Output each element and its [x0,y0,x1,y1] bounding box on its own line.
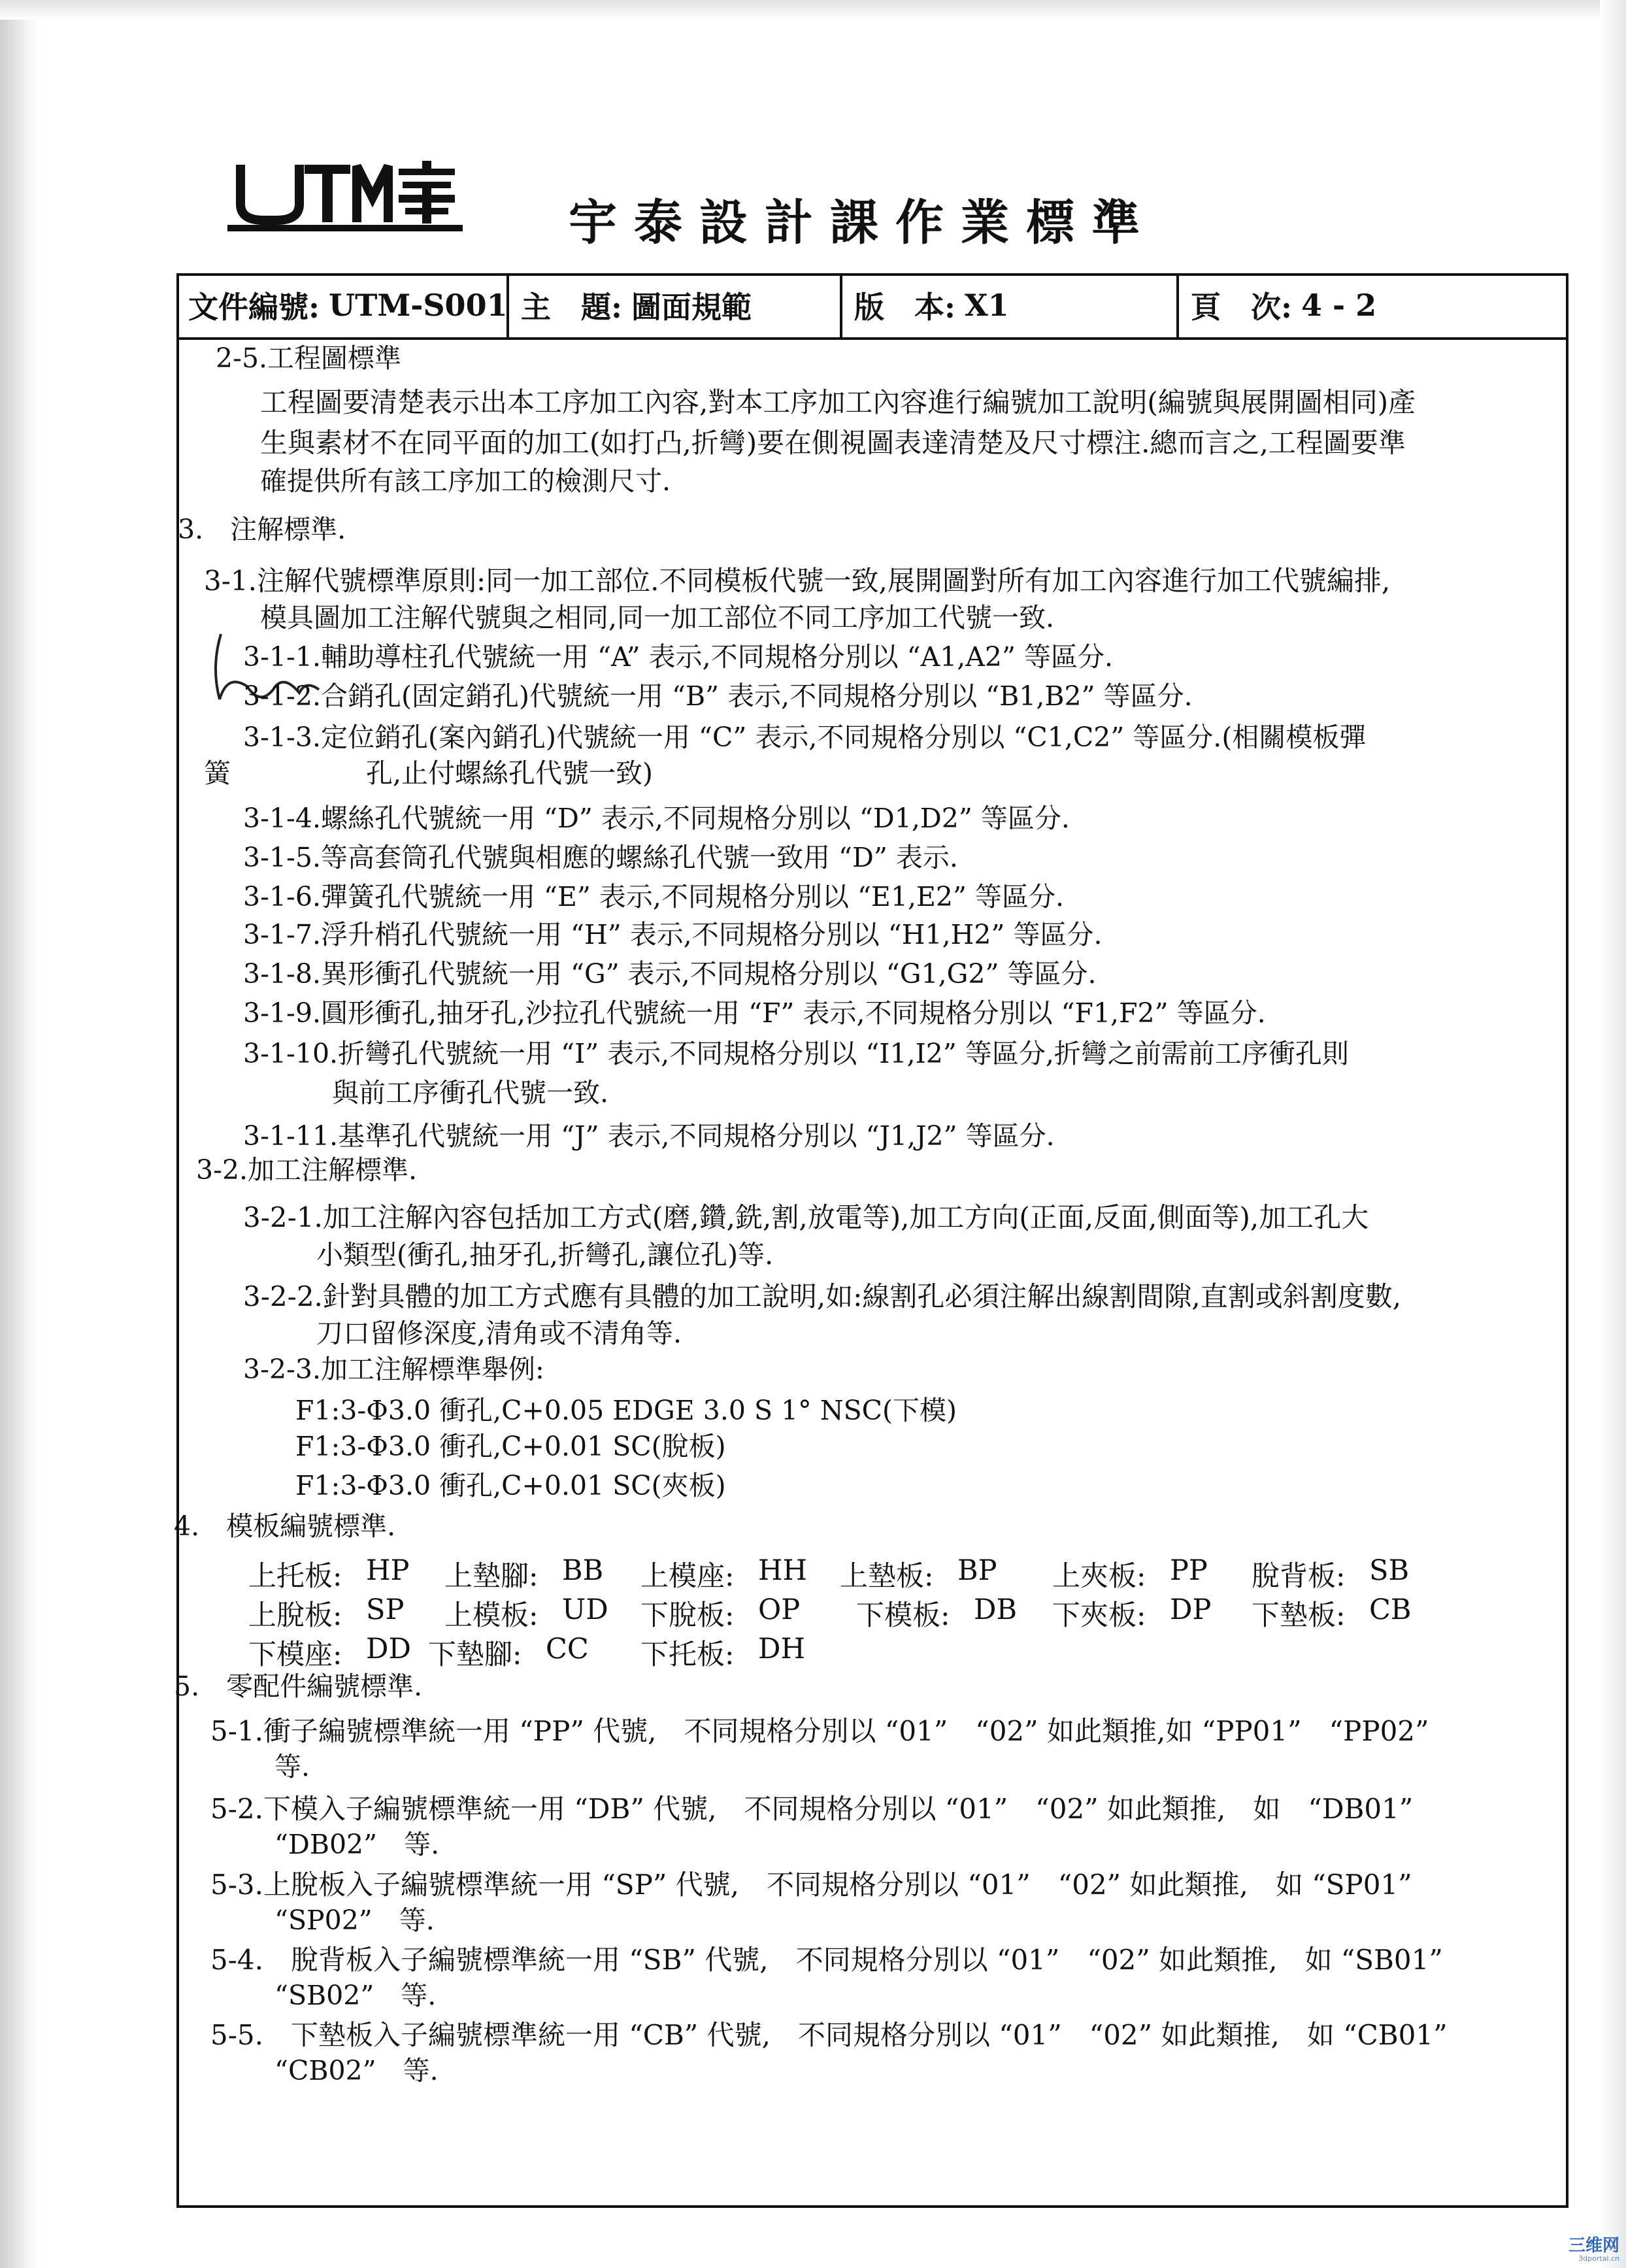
plate-name: 上墊腳: [444,1560,539,1593]
plate-name: 脫背板: [1252,1560,1346,1593]
body-line: 模具圖加工注解代號與之相同,同一加工部位不同工序加工代號一致. [260,602,1055,633]
body-line: 簧 [204,758,231,789]
body-line: 5-4. 脫背板入子編號標準統一用 “SB” 代號, 不同規格分別以 “01” “02” 如此類推, 如 “SB01” [210,1944,1443,1976]
plate-code: DP [1170,1593,1212,1626]
watermark-main: 三维网 [1568,2235,1619,2256]
body-line: 3-1-4.螺絲孔代號統一用 “D” 表示,不同規格分別以 “D1,D2” 等區分. [243,803,1070,834]
example-line: F1:3-Φ3.0 衝孔,C+0.05 EDGE 3.0 S 1° NSC(下模) [295,1395,957,1426]
body-line: 等. [274,1751,310,1782]
section-2-5-heading: 2-5.工程圖標準 [216,342,402,374]
body-line: 3-1-6.彈簧孔代號統一用 “E” 表示,不同規格分別以 “E1,E2” 等區分. [243,881,1065,912]
example-line: F1:3-Φ3.0 衝孔,C+0.01 SC(夾板) [295,1470,726,1501]
body-line: “CB02” 等. [274,2055,439,2086]
body-line: 5-2.下模入子編號標準統一用 “DB” 代號, 不同規格分別以 “01” “02” 如此類推, 如 “DB01” [210,1793,1414,1825]
plate-code: BB [562,1554,604,1587]
plate-code: DB [974,1593,1018,1626]
plate-code: BP [957,1554,997,1587]
body-line: 3-1-3.定位銷孔(案內銷孔)代號統一用 “C” 表示,不同規格分別以 “C1,C2” 等區分.(相關模板彈 [243,722,1367,753]
plate-code: DD [366,1633,411,1665]
subject-label: 主 題: [521,290,622,325]
plate-name: 下模板: [856,1599,950,1632]
doc-number-value: UTM-S001 [328,288,508,323]
watermark-sub: 3dportal.cn [1578,2254,1619,2263]
plate-name: 下夾板: [1052,1599,1146,1632]
body-line: “SB02” 等. [274,1980,437,2011]
body-line: 確提供所有該工序加工的檢測尺寸. [260,465,671,497]
section-3-heading: 3. 注解標準. [178,514,346,545]
plate-code: PP [1170,1554,1208,1587]
body-line: 3-1-8.異形衝孔代號統一用 “G” 表示,不同規格分別以 “G1,G2” 等區分. [243,958,1097,990]
plate-name: 上脫板: [248,1599,342,1632]
body-line: 5-1.衝子編號標準統一用 “PP” 代號, 不同規格分別以 “01” “02” 如此類推,如 “PP01” “PP02” [210,1715,1429,1747]
version-value: X1 [964,288,1009,323]
example-line: F1:3-Φ3.0 衝孔,C+0.01 SC(脫板) [295,1431,726,1462]
section-4-heading: 4. 模板編號標準. [174,1510,396,1542]
body-line: 3-1-2.合銷孔(固定銷孔)代號統一用 “B” 表示,不同規格分別以 “B1,B2” 等區分. [243,680,1193,712]
body-line: 與前工序衝孔代號一致. [332,1077,609,1109]
body-line: 3-1-7.浮升梢孔代號統一用 “H” 表示,不同規格分別以 “H1,H2” 等區分. [243,919,1103,950]
plate-name: 下墊板: [1252,1599,1346,1632]
plate-code: CB [1369,1593,1412,1626]
plate-code: DH [758,1633,805,1665]
plate-name: 上模座: [640,1560,735,1593]
watermark [1561,2237,1619,2263]
plate-name: 上托板: [248,1560,342,1593]
body-line: 孔,止付螺絲孔代號一致) [366,758,654,789]
body-line: 3-2-2.針對具體的加工方式應有具體的加工說明,如:線割孔必須注解出線割間隙,直割或斜割度數, [243,1280,1402,1312]
body-line: 刀口留修深度,清角或不清角等. [316,1318,682,1349]
body-line: “SP02” 等. [274,1905,435,1936]
body-line: 3-1.注解代號標準原則:同一加工部位.不同模板代號一致,展開圖對所有加工內容進行加工代號編排, [204,565,1391,597]
body-line: 3-1-11.基準孔代號統一用 “J” 表示,不同規格分別以 “J1,J2” 等區分. [243,1120,1055,1152]
plate-name: 上模板: [444,1599,539,1632]
body-line: 3-2-3.加工注解標準舉例: [243,1354,544,1385]
body-line: 3-1-1.輔助導柱孔代號統一用 “A” 表示,不同規格分別以 “A1,A2” 等區分. [243,641,1114,673]
body-line: 5-3.上脫板入子編號標準統一用 “SP” 代號, 不同規格分別以 “01” “02” 如此類推, 如 “SP01” [210,1869,1412,1901]
body-line: 小類型(衝孔,抽牙孔,折彎孔,讓位孔)等. [316,1239,774,1271]
section-5-heading: 5. 零配件編號標準. [174,1671,423,1702]
plate-name: 下脫板: [640,1599,735,1632]
body-line: 5-5. 下墊板入子編號標準統一用 “CB” 代號, 不同規格分別以 “01” “02” 如此類推, 如 “CB01” [210,2019,1448,2051]
body-line: 3-1-5.等高套筒孔代號與相應的螺絲孔代號一致用 “D” 表示. [243,842,958,873]
plate-name: 下模座: [248,1639,342,1671]
doc-number-label: 文件編號: [188,290,320,325]
page-label: 頁 次: [1191,290,1292,325]
version-label: 版 本: [854,290,955,325]
plate-code: OP [758,1593,801,1626]
body-line: 3-1-9.圓形衝孔,抽牙孔,沙拉孔代號統一用 “F” 表示,不同規格分別以 “F1,F2” 等區分. [243,997,1266,1029]
body-line: 3-1-10.折彎孔代號統一用 “I” 表示,不同規格分別以 “I1,I2” 等區分,折彎之前需前工序衝孔則 [243,1038,1349,1069]
plate-name: 下托板: [640,1639,735,1671]
body-line: 生與素材不在同平面的加工(如打凸,折彎)要在側視圖表達清楚及尺寸標注.總而言之,工程圖要準 [260,427,1406,459]
plate-code: SP [366,1593,405,1626]
plate-code: UD [562,1593,608,1626]
plate-name: 下墊腳: [428,1639,522,1671]
plate-code: HH [758,1554,807,1587]
plate-code: SB [1369,1554,1410,1587]
body-line: “DB02” 等. [274,1829,440,1860]
plate-name: 上墊板: [840,1560,934,1593]
page-value: 4 - 2 [1301,288,1377,323]
body-line: 工程圖要清楚表示出本工序加工內容,對本工序加工內容進行編號加工說明(編號與展開圖相同)產 [260,386,1416,418]
page-title: 宇泰設計課作業標準 [569,195,1157,251]
plate-code: CC [546,1633,589,1665]
plate-name: 上夾板: [1052,1560,1146,1593]
body-line: 3-2-1.加工注解內容包括加工方式(磨,鑽,銑,割,放電等),加工方向(正面,反面,側面等),加工孔大 [243,1201,1369,1233]
section-3-2-heading: 3-2.加工注解標準. [196,1154,418,1186]
plate-code: HP [366,1554,410,1587]
subject-value: 圖面規範 [631,290,752,325]
